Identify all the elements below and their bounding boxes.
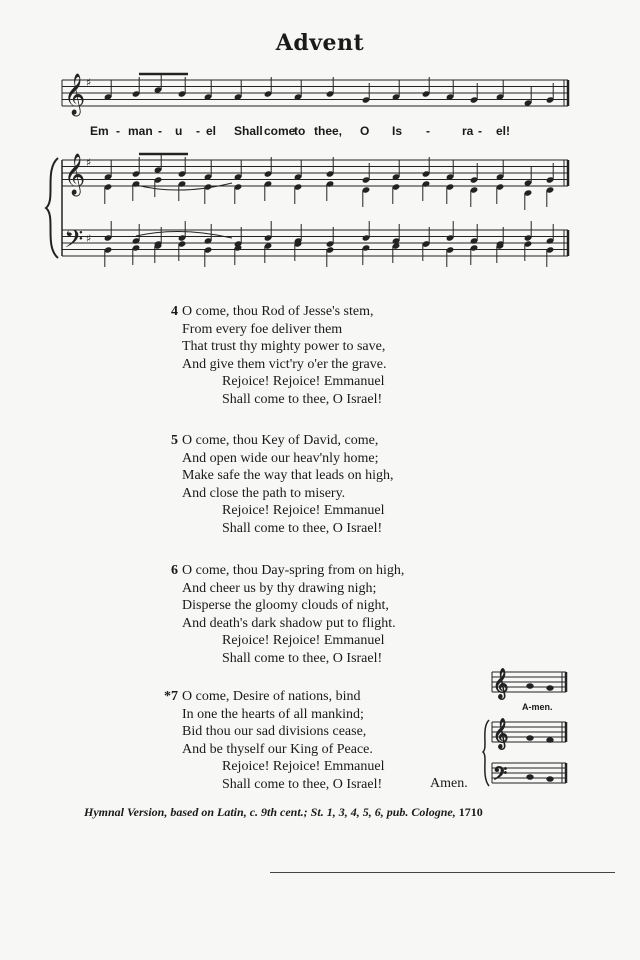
amen-note bbox=[527, 684, 533, 689]
refrain-line: Shall come to thee, O Israel! bbox=[222, 650, 383, 666]
bass-staff bbox=[62, 230, 568, 256]
stanza-line: That trust thy mighty power to save, bbox=[182, 339, 386, 354]
credit-year: 1710 bbox=[458, 805, 483, 819]
bottom-rule bbox=[270, 872, 615, 873]
refrain-line: Rejoice! Rejoice! Emmanuel bbox=[222, 759, 385, 774]
brace-icon bbox=[483, 720, 489, 786]
stanza-6 bbox=[160, 562, 404, 667]
credit-text: Hymnal Version, based on Latin, c. 9th cent.; St. 1, 3, 4, 5, 6, pub. Cologne, bbox=[84, 805, 456, 819]
treble-clef-icon: 𝄞 bbox=[64, 74, 86, 115]
refrain-line: Rejoice! Rejoice! Emmanuel bbox=[222, 633, 385, 648]
page-title: Advent bbox=[275, 30, 365, 56]
stanza-number: *7 bbox=[164, 689, 178, 704]
lyric-syllable: thee, bbox=[314, 124, 343, 138]
hymn-credit bbox=[84, 805, 574, 820]
stanza-line: Make safe the way that leads on high, bbox=[182, 468, 394, 483]
lyric-syllable: - bbox=[478, 124, 482, 138]
stanza-line: Bid thou our sad divisions cease, bbox=[182, 724, 367, 739]
stanza-line: And open wide our heav'nly home; bbox=[182, 450, 379, 466]
stanza-line: Disperse the gloomy clouds of night, bbox=[182, 598, 389, 613]
lyric-syllable: O bbox=[360, 124, 370, 138]
amen-note bbox=[547, 777, 553, 782]
amen-note bbox=[547, 738, 553, 743]
stanza-7 bbox=[160, 688, 385, 793]
lyric-syllable: - bbox=[196, 124, 200, 138]
lyric-syllable: Is bbox=[392, 124, 403, 138]
lyric-syllable: Em bbox=[90, 124, 109, 138]
amen-note bbox=[527, 775, 533, 780]
stanza-line: And close the path to misery. bbox=[182, 485, 346, 501]
lyric-syllable: Shall bbox=[234, 124, 263, 138]
stanza-line: O come, thou Rod of Jesse's stem, bbox=[182, 304, 374, 319]
treble-clef-icon: 𝄞 bbox=[493, 719, 509, 749]
lyric-syllable: man bbox=[128, 124, 153, 138]
sharp-icon: ♯ bbox=[86, 76, 92, 89]
treble-clef-icon: 𝄞 bbox=[64, 154, 86, 195]
refrain-line: Shall come to thee, O Israel! bbox=[222, 391, 383, 407]
lyric-syllable: - bbox=[426, 124, 430, 138]
amen-note bbox=[547, 686, 553, 691]
amen-text: Amen. bbox=[430, 776, 468, 791]
brace-icon bbox=[46, 158, 58, 258]
stanza-line: O come, thou Key of David, come, bbox=[182, 433, 379, 448]
stanza-5 bbox=[160, 432, 394, 537]
lyric-syllable: to bbox=[294, 124, 306, 138]
lyric-syllable: ra bbox=[462, 124, 474, 138]
lyric-syllable: - bbox=[158, 124, 162, 138]
refrain-line: Shall come to thee, O Israel! bbox=[222, 776, 383, 792]
amen-note bbox=[527, 736, 533, 741]
stanza-4 bbox=[160, 303, 386, 408]
stanza-line: O come, Desire of nations, bind bbox=[182, 689, 361, 704]
amen-lyric: A-men. bbox=[522, 702, 553, 712]
sharp-icon: ♯ bbox=[86, 156, 92, 169]
stanza-line: From every foe deliver them bbox=[182, 321, 343, 337]
stanza-line: And be thyself our King of Peace. bbox=[182, 741, 373, 757]
refrain-line: Shall come to thee, O Israel! bbox=[222, 520, 383, 536]
stanza-line: And cheer us by thy drawing nigh; bbox=[182, 580, 377, 596]
stanza-number: 5 bbox=[171, 433, 178, 448]
refrain-line: Rejoice! Rejoice! Emmanuel bbox=[222, 503, 385, 518]
lyric-syllable: - bbox=[116, 124, 120, 138]
treble-clef-icon: 𝄞 bbox=[493, 669, 509, 699]
lyric-syllable: el bbox=[206, 124, 217, 138]
lyric-syllable: el! bbox=[496, 124, 511, 138]
bass-clef-icon: 𝄢 bbox=[64, 225, 84, 260]
stanza-number: 6 bbox=[171, 563, 178, 578]
lyric-syllable: u bbox=[175, 124, 183, 138]
stanza-line: O come, thou Day-spring from on high, bbox=[182, 563, 405, 578]
refrain-line: Rejoice! Rejoice! Emmanuel bbox=[222, 374, 385, 389]
stanza-line: And death's dark shadow put to flight. bbox=[182, 615, 396, 631]
stanza-line: In one the hearts of all mankind; bbox=[182, 706, 364, 722]
stanza-line: And give them vict'ry o'er the grave. bbox=[182, 356, 387, 372]
sharp-icon: ♯ bbox=[86, 232, 92, 245]
stanza-number: 4 bbox=[171, 304, 178, 319]
bass-clef-icon: 𝄢 bbox=[493, 764, 508, 789]
lyric-syllable: come bbox=[264, 124, 296, 138]
